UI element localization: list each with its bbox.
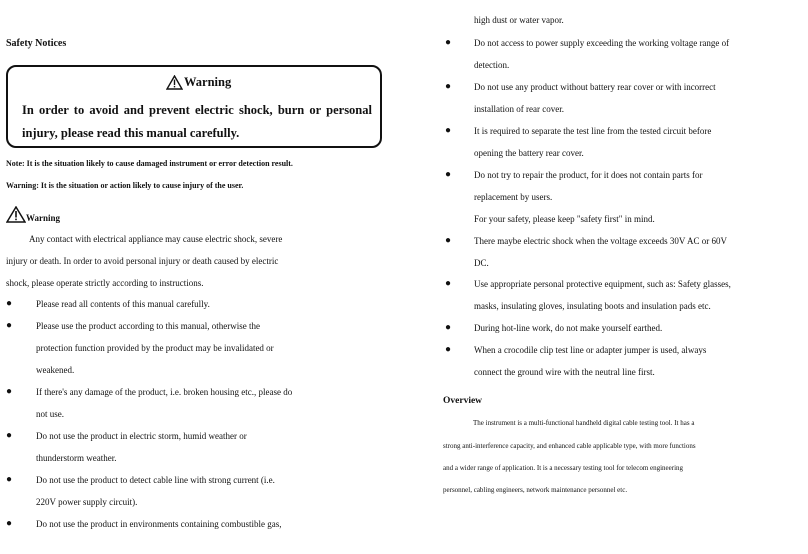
- list-item-text: 220V power supply circuit).: [36, 497, 138, 507]
- bullet-icon: ●: [445, 81, 452, 92]
- section-title-safety: Safety Notices: [6, 38, 67, 49]
- bullet-icon: ●: [6, 430, 13, 441]
- warning-triangle-icon: [166, 75, 183, 90]
- warning-definition: Warning: It is the situation or action likely to cause injury of the user.: [6, 181, 244, 190]
- intro-line: Any contact with electrical appliance may cause electric shock, severe: [29, 234, 283, 244]
- bullet-icon: ●: [445, 344, 452, 355]
- intro-line: injury or death. In order to avoid personal injury or death caused by electric: [6, 256, 279, 266]
- list-item-text: Do not use any product without battery rear cover or with incorrect: [474, 82, 716, 92]
- bullet-icon: ●: [445, 278, 452, 289]
- list-item-text: DC.: [474, 258, 489, 268]
- list-item-text: Do not use the product in environments containing combustible gas,: [36, 519, 282, 529]
- section-title-overview: Overview: [443, 396, 483, 406]
- bullet-icon: ●: [445, 322, 452, 333]
- note-definition: Note: It is the situation likely to cause damaged instrument or error detection result.: [6, 159, 293, 168]
- list-item-text: If there's any damage of the product, i.e. broken housing etc., please do: [36, 387, 293, 397]
- bullet-icon: ●: [445, 37, 452, 48]
- bullet-icon: ●: [6, 320, 13, 331]
- list-item-text: opening the battery rear cover.: [474, 148, 584, 158]
- bullet-icon: ●: [6, 298, 13, 309]
- intro-line: shock, please operate strictly according to instructions.: [6, 278, 204, 288]
- list-item-text: installation of rear cover.: [474, 104, 564, 114]
- bullet-icon: ●: [6, 518, 13, 529]
- list-item-text: high dust or water vapor.: [474, 15, 564, 25]
- list-item-text: replacement by users.: [474, 192, 553, 202]
- list-item-text: Do not use the product to detect cable line with strong current (i.e.: [36, 475, 275, 485]
- warning-heading: [6, 206, 60, 223]
- bullet-icon: ●: [445, 169, 452, 180]
- bullet-icon: ●: [445, 235, 452, 246]
- list-item-text: protection function provided by the product may be invalidated or: [36, 343, 274, 353]
- warning-box-title-text: Warning: [184, 75, 232, 89]
- list-item-text: Please use the product according to this manual, otherwise the: [36, 321, 260, 331]
- list-item-text: Do not use the product in electric storm, humid weather or: [36, 431, 247, 441]
- overview-line: and a wider range of application. It is a necessary testing tool for telecom engineering: [443, 464, 684, 472]
- list-item-text: For your safety, please keep "safety first" in mind.: [474, 214, 655, 224]
- warning-box-line: injury, please read this manual carefully.: [22, 126, 240, 140]
- list-item-text: thunderstorm weather.: [36, 453, 117, 463]
- warning-triangle-icon: [6, 206, 26, 223]
- list-item-text: masks, insulating gloves, insulating boots and insulation pads etc.: [474, 301, 711, 311]
- list-item-text: It is required to separate the test line from the tested circuit before: [474, 126, 712, 136]
- overview-line: strong anti-interference capacity, and enhanced cable applicable type, with more functions: [443, 442, 696, 450]
- bullet-icon: ●: [445, 125, 452, 136]
- warning-heading-text: Warning: [26, 213, 61, 223]
- warning-box-text: [22, 99, 372, 145]
- warning-box-line: In order to avoid and prevent electric shock, burn or personal: [22, 103, 372, 117]
- list-item-text: Use appropriate personal protective equipment, such as: Safety glasses,: [474, 279, 731, 289]
- list-item-text: Do not access to power supply exceeding the working voltage range of: [474, 38, 730, 48]
- overview-line: The instrument is a multi-functional handheld digital cable testing tool. It has a: [473, 419, 695, 427]
- list-item-text: Do not try to repair the product, for it does not contain parts for: [474, 170, 703, 180]
- list-item-text: not use.: [36, 409, 64, 419]
- bullet-icon: ●: [6, 474, 13, 485]
- list-item-text: There maybe electric shock when the voltage exceeds 30V AC or 60V: [474, 236, 727, 246]
- intro-paragraph: [6, 228, 342, 294]
- list-item-text: detection.: [474, 60, 510, 70]
- overview-line: personnel, cabling engineers, network maintenance personnel etc.: [443, 486, 628, 494]
- warning-box-title: [166, 75, 231, 90]
- list-item-text: Please read all contents of this manual carefully.: [36, 299, 210, 309]
- list-item-text: weakened.: [36, 365, 75, 375]
- list-item-text: connect the ground wire with the neutral line first.: [474, 367, 655, 377]
- warning-box: [6, 65, 382, 148]
- list-item-text: When a crocodile clip test line or adapter jumper is used, always: [474, 345, 707, 355]
- list-item-text: During hot-line work, do not make yourself earthed.: [474, 323, 663, 333]
- bullet-icon: ●: [6, 386, 13, 397]
